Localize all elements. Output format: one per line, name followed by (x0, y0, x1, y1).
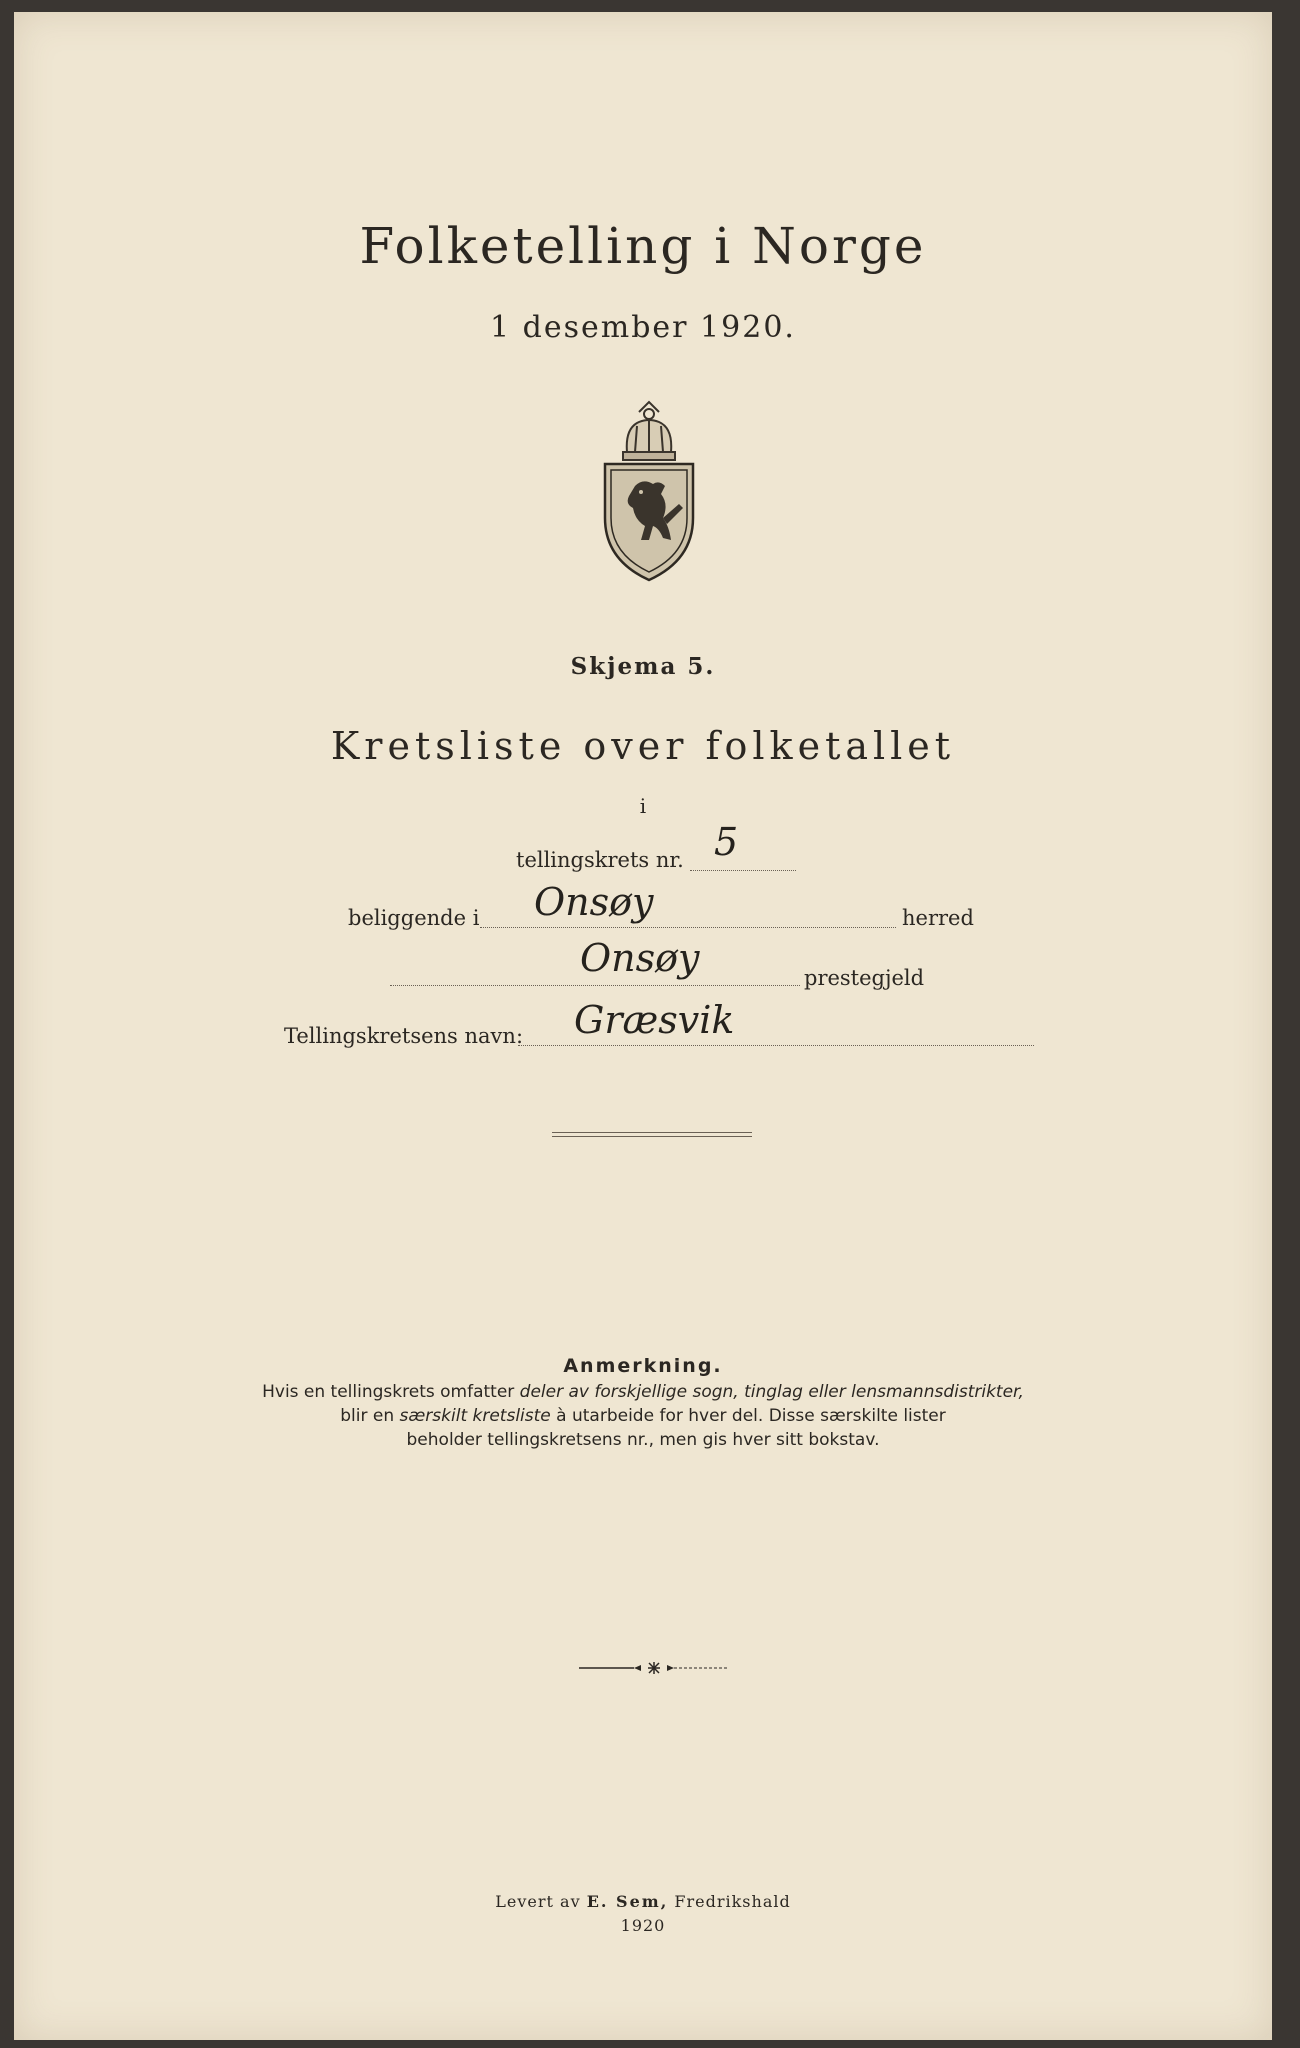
printer-name: E. Sem, (586, 1892, 669, 1911)
note-line-2-text: blir en (340, 1406, 400, 1426)
parish-suffix: prestegjeld (804, 966, 925, 990)
municipality-prefix: beliggende i (348, 906, 480, 930)
parish-field-line (390, 985, 800, 986)
note-line-1-emphasis: deler av forskjellige sogn, tinglag eller lensmannsdistrikter, (519, 1382, 1024, 1402)
district-number-field-line (690, 870, 796, 871)
note-body (14, 1380, 1272, 1452)
note-line-2 (14, 1404, 1272, 1428)
census-form-page (14, 12, 1272, 2040)
municipality-suffix: herred (902, 906, 974, 930)
municipality-field-line (480, 927, 896, 928)
printer-line (14, 1890, 1272, 1914)
district-name-field-line (518, 1045, 1034, 1046)
note-line-2-end: à utarbeide for hver del. Disse særskilte lister (550, 1406, 946, 1426)
ornament-divider-icon (579, 1662, 729, 1674)
printer-prefix: Levert av (495, 1892, 587, 1911)
district-number-value: 5 (714, 820, 739, 864)
note-line-1-text: Hvis en tellingskrets omfatter (262, 1382, 520, 1402)
printer-imprint (14, 1890, 1272, 1938)
form-heading: Kretsliste over folketallet (330, 724, 956, 768)
municipality-value: Onsøy (534, 880, 654, 924)
note-heading: Anmerkning. (563, 1355, 723, 1377)
district-number-label: tellingskrets nr. (516, 848, 684, 872)
print-year: 1920 (620, 1916, 666, 1935)
divider-rule-top (552, 1132, 752, 1133)
census-date: 1 desember 1920. (490, 310, 796, 345)
note-line-1 (14, 1380, 1272, 1404)
norwegian-coat-of-arms-icon (599, 400, 699, 582)
district-name-label: Tellingskretsens navn: (284, 1024, 524, 1048)
connector-word: i (639, 794, 647, 818)
district-name-value: Græsvik (574, 998, 735, 1042)
page-title: Folketelling i Norge (359, 217, 927, 275)
note-line-3: beholder tellingskretsens nr., men gis hver sitt bokstav. (406, 1430, 880, 1450)
divider-rule-bottom (552, 1136, 752, 1137)
printer-place: Fredrikshald (668, 1892, 791, 1911)
note-line-2-emphasis: særskilt kretsliste (399, 1406, 551, 1426)
schema-number: Skjema 5. (570, 653, 716, 680)
parish-value: Onsøy (580, 936, 700, 980)
